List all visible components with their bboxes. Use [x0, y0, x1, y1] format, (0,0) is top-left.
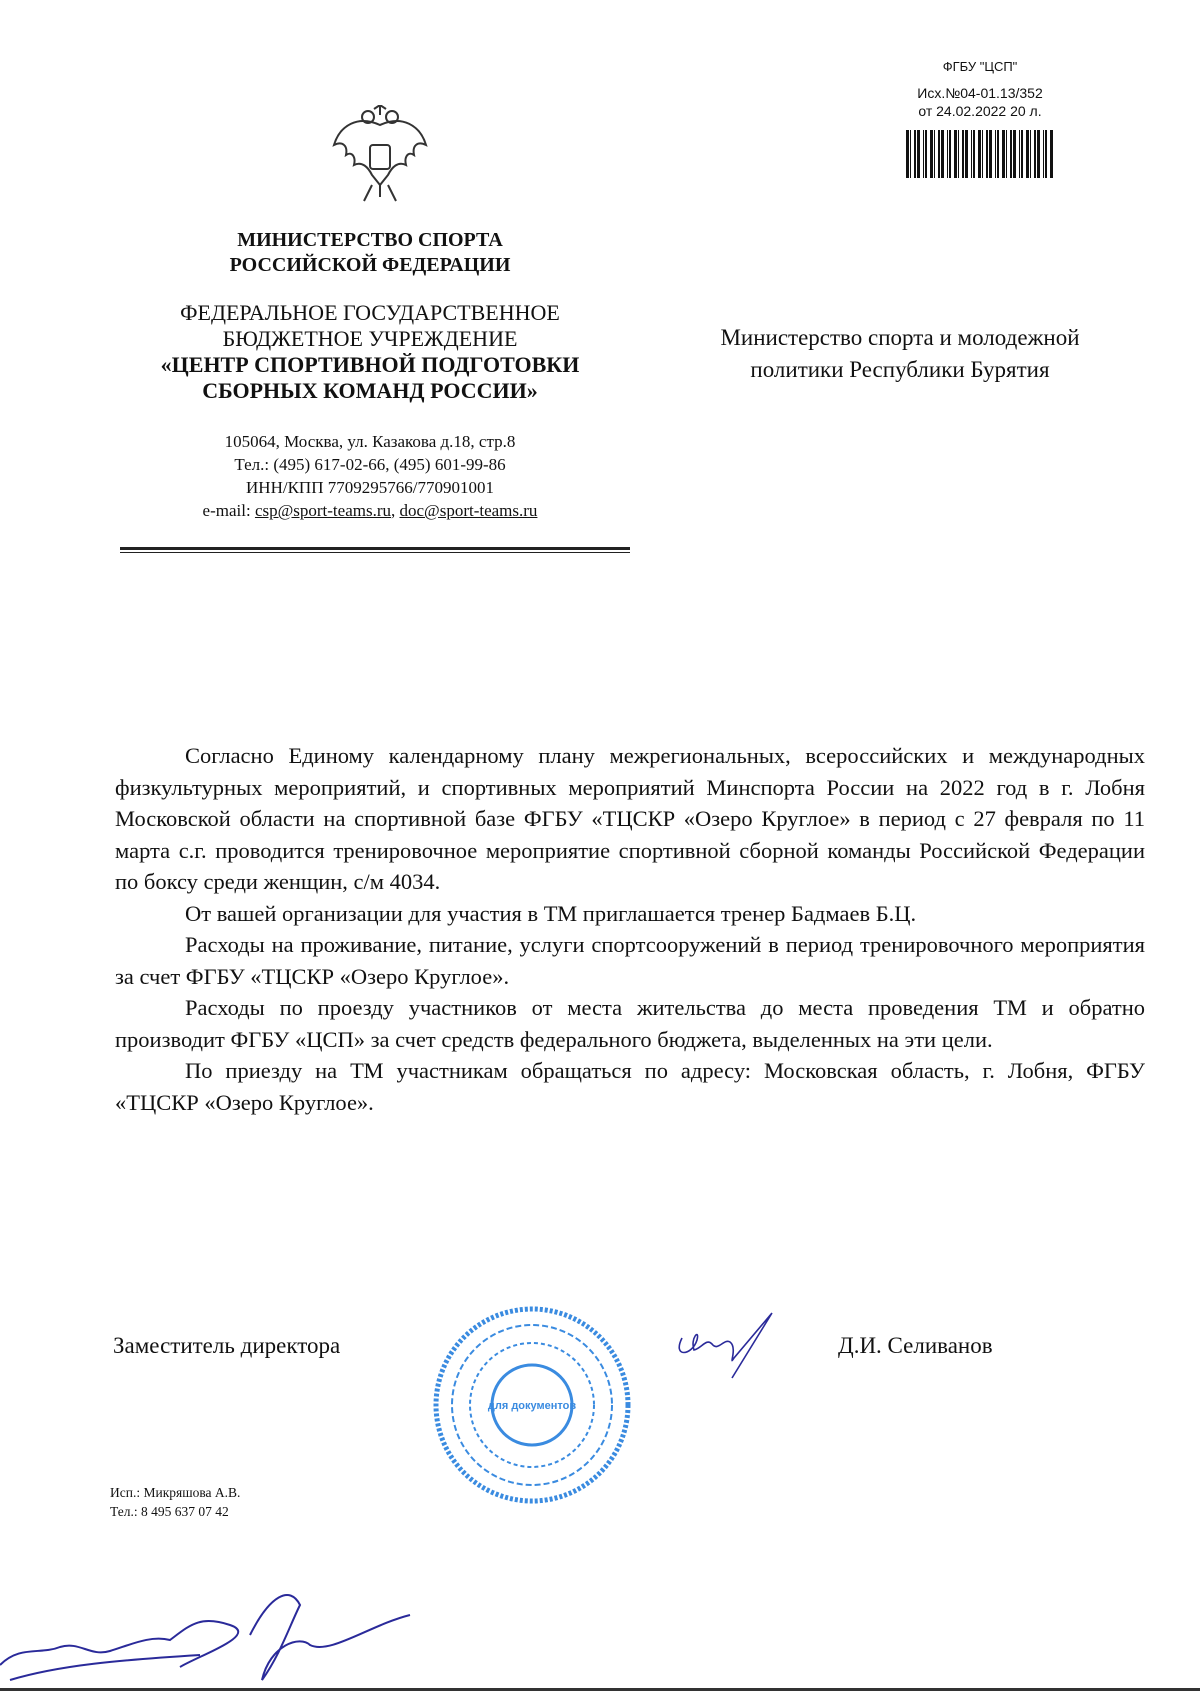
barcode-bar: [914, 130, 916, 178]
barcode-bar: [1037, 130, 1040, 178]
barcode-bar: [1013, 130, 1016, 178]
barcode-bar: [930, 130, 933, 178]
barcode-bar: [925, 130, 927, 178]
email-line: [110, 499, 630, 522]
barcode-bar: [986, 130, 988, 178]
executor-name: Исп.: Микряшова А.В.: [110, 1485, 241, 1500]
letterhead-divider-thin: [120, 552, 630, 553]
institution-name: [110, 300, 630, 404]
address: 105064, Москва, ул. Казакова д.18, стр.8: [224, 432, 516, 451]
contact-block: [110, 430, 630, 522]
ministry-line-2: РОССИЙСКОЙ ФЕДЕРАЦИИ: [229, 254, 511, 276]
email-link-1[interactable]: csp@sport-teams.ru: [254, 501, 391, 520]
barcode-bar: [973, 130, 975, 178]
inn-kpp: ИНН/КПП 7709295766/770901001: [246, 478, 494, 497]
barcode-bar: [1030, 130, 1031, 178]
director-signature-icon: [672, 1308, 782, 1383]
barcode-bar: [1026, 130, 1029, 178]
institution-line-2: БЮДЖЕТНОЕ УЧРЕЖДЕНИЕ: [222, 326, 518, 351]
barcode-bar: [1045, 130, 1047, 178]
barcode-bar: [910, 130, 911, 178]
recipient-line-1: Министерство спорта и молодежной: [720, 325, 1080, 350]
signatory-title: Заместитель директора: [113, 1333, 341, 1358]
institution-line-3: «ЦЕНТР СПОРТИВНОЙ ПОДГОТОВКИ: [160, 352, 580, 377]
letterhead-divider: [120, 547, 630, 550]
barcode-bar: [995, 130, 996, 178]
institution-line-1: ФЕДЕРАЛЬНОЕ ГОСУДАРСТВЕННОЕ: [180, 300, 560, 325]
registration-date: от 24.02.2022 20 л.: [918, 103, 1042, 119]
barcode-bar: [965, 130, 968, 178]
official-seal-icon: [432, 1305, 632, 1505]
barcode-bar: [1019, 130, 1020, 178]
email-link-2[interactable]: doc@sport-teams.ru: [399, 501, 538, 520]
barcode-bar: [938, 130, 940, 178]
seal-text: для документов: [487, 1400, 577, 1412]
recipient: [670, 322, 1130, 386]
letter-body: [115, 740, 1145, 1118]
barcode-bar: [958, 130, 959, 178]
barcode-bar: [917, 130, 920, 178]
barcode-bar: [997, 130, 999, 178]
registration-stamp: [880, 58, 1080, 120]
barcode-bar: [1010, 130, 1012, 178]
barcode-bar: [1034, 130, 1036, 178]
barcode-bar: [954, 130, 957, 178]
barcode-bar: [1006, 130, 1007, 178]
page-edge-line: [0, 1688, 1200, 1691]
barcode-icon: [906, 130, 1054, 178]
barcode-bar: [962, 130, 964, 178]
barcode-bar: [971, 130, 972, 178]
executor-block: [110, 1483, 240, 1521]
ministry-name: [110, 228, 630, 278]
barcode-bar: [947, 130, 948, 178]
email-label: e-mail:: [202, 501, 255, 520]
email-separator: ,: [391, 501, 400, 520]
barcode-bar: [949, 130, 951, 178]
paragraph: По приезду на ТМ участникам обращаться по адресу: Московская область, г. Лобня, ФГБУ «ТЦСКР «Озеро Круглое».: [115, 1058, 1145, 1115]
handwritten-signature-icon: [0, 1585, 420, 1685]
barcode-bar: [923, 130, 924, 178]
executor-phone: Тел.: 8 495 637 07 42: [110, 1504, 229, 1519]
paragraph: Согласно Единому календарному плану межрегиональных, всероссийских и международных физкультурных мероприятий, и спортивных мероприятий Минспорта России на 2022 год в г. Лобня Московской области на спортивной базе ФГБУ «ТЦСКР «Озеро Круглое» в период с 27 февраля по 11 марта с.г. проводится тренировочное мероприятие спортивной сборной команды Российской Федерации по боксу среди женщин, с/м 4034.: [115, 743, 1145, 894]
barcode-bar: [934, 130, 935, 178]
barcode-bar: [1002, 130, 1005, 178]
paragraph: Расходы по проезду участников от места жительства до места проведения ТМ и обратно производит ФГБУ «ЦСП» за счет средств федерального бюджета, выделенных на эти цели.: [115, 995, 1145, 1052]
barcode-bar: [978, 130, 981, 178]
institution-line-4: СБОРНЫХ КОМАНД РОССИИ»: [202, 378, 538, 403]
barcode-bar: [1043, 130, 1044, 178]
barcode-bar: [906, 130, 909, 178]
phone: Тел.: (495) 617-02-66, (495) 601-99-86: [234, 455, 506, 474]
paragraph: От вашей организации для участия в ТМ приглашается тренер Бадмаев Б.Ц.: [185, 900, 917, 926]
outgoing-number: Исх.№04-01.13/352: [917, 85, 1043, 101]
barcode-bar: [1021, 130, 1023, 178]
paragraph: Расходы на проживание, питание, услуги спортсооружений в период тренировочного мероприятия за счет ФГБУ «ТЦСКР «Озеро Круглое».: [115, 932, 1145, 989]
barcode-bar: [1050, 130, 1053, 178]
coat-of-arms-icon: [328, 105, 432, 205]
recipient-line-2: политики Республики Бурятия: [750, 357, 1050, 382]
barcode-bar: [982, 130, 983, 178]
ministry-line-1: МИНИСТЕРСТВО СПОРТА: [237, 229, 503, 251]
barcode-bar: [989, 130, 992, 178]
barcode-bar: [941, 130, 944, 178]
registration-org: ФГБУ "ЦСП": [942, 59, 1018, 74]
signatory-name: Д.И. Селиванов: [838, 1333, 993, 1358]
